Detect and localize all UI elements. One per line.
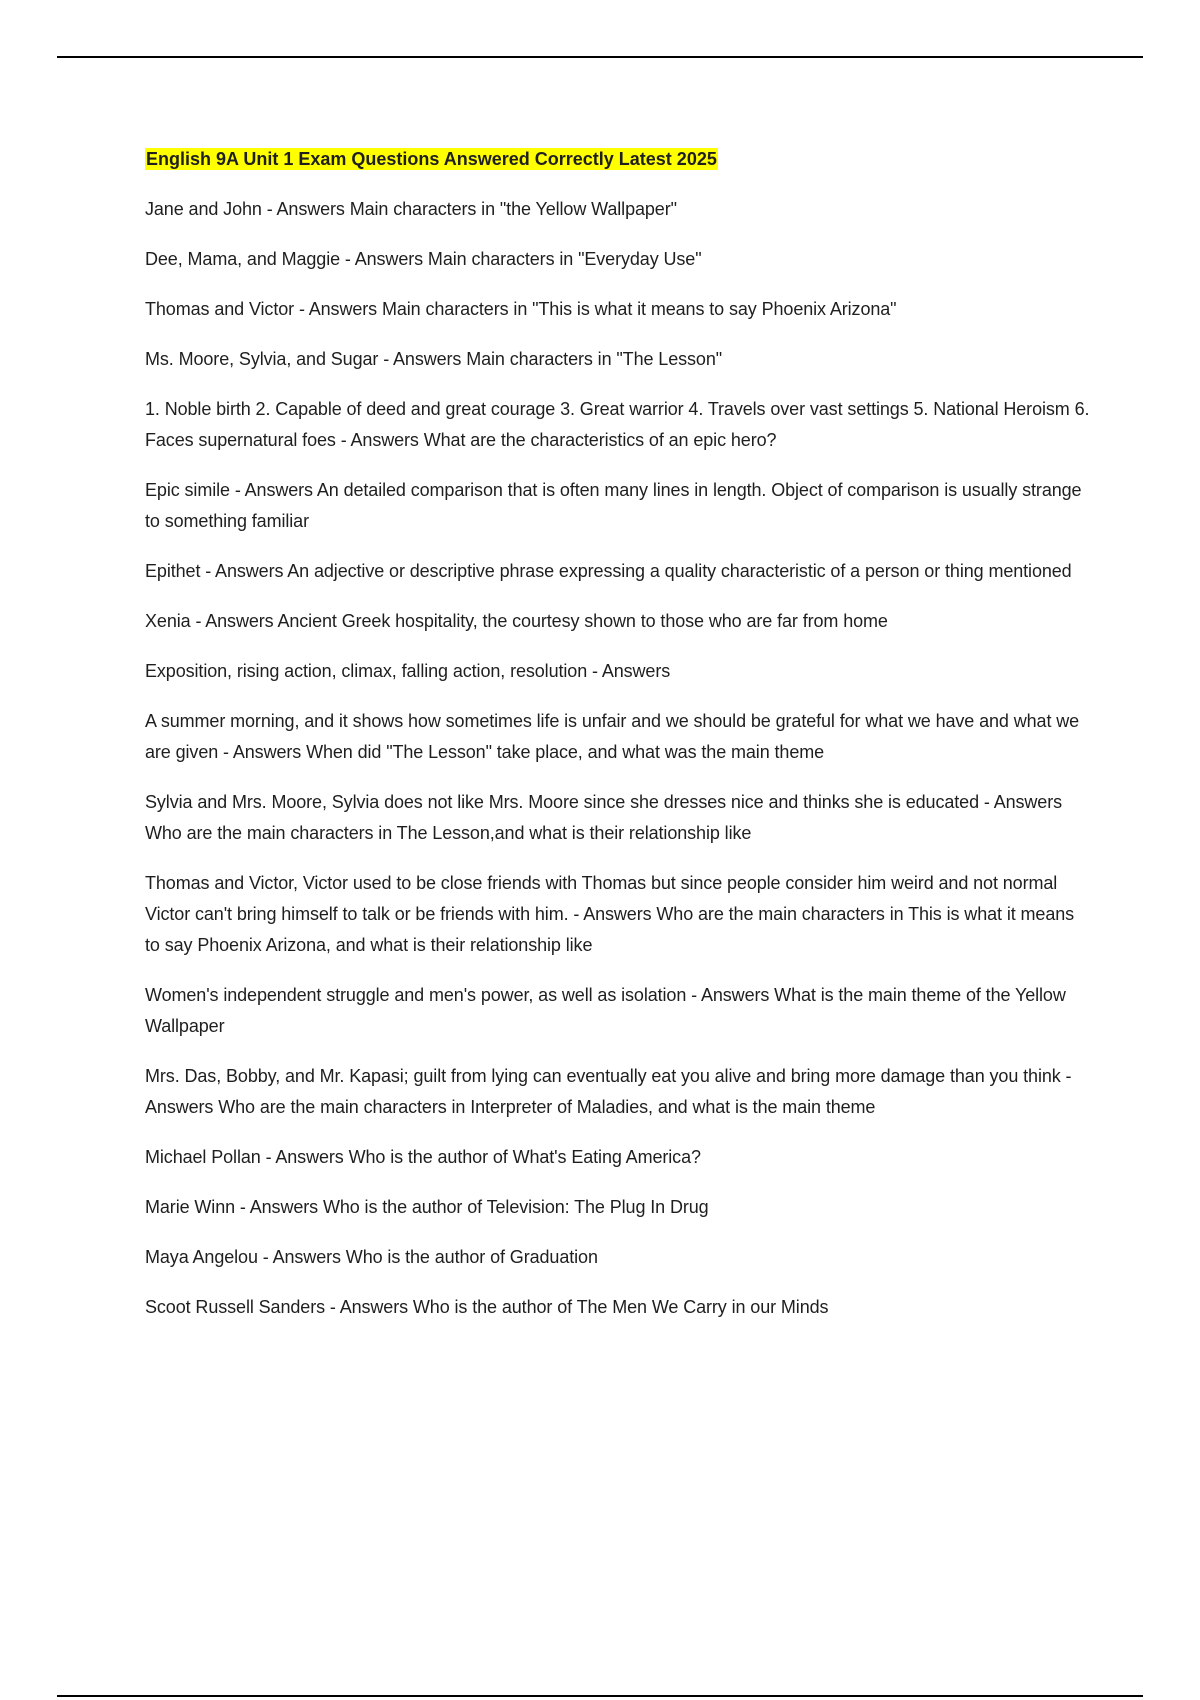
qa-entry: Exposition, rising action, climax, falling action, resolution - Answers <box>145 661 671 681</box>
qa-entry: Thomas and Victor, Victor used to be close friends with Thomas but since people consider him weird and not normal Victor can't bring himself to talk or be friends with him. - Answers Who are the main characters in This is what it means to say Phoenix Arizona, and what is their relationship like <box>145 873 1075 955</box>
qa-entry: Epithet - Answers An adjective or descriptive phrase expressing a quality characteristic of a person or thing mentioned <box>145 561 1072 581</box>
qa-entry: Michael Pollan - Answers Who is the author of What's Eating America? <box>145 1147 701 1167</box>
qa-entry: Marie Winn - Answers Who is the author of Television: The Plug In Drug <box>145 1197 709 1217</box>
header-rule <box>57 56 1143 58</box>
qa-list <box>145 194 1090 1323</box>
qa-entry: Ms. Moore, Sylvia, and Sugar - Answers Main characters in "The Lesson" <box>145 349 723 369</box>
qa-entry: Jane and John - Answers Main characters in "the Yellow Wallpaper" <box>145 199 677 219</box>
qa-entry: Mrs. Das, Bobby, and Mr. Kapasi; guilt from lying can eventually eat you alive and bring more damage than you think - Answers Who are the main characters in Interpreter of Maladies, and what is the main theme <box>145 1066 1072 1117</box>
document-title: English 9A Unit 1 Exam Questions Answered Correctly Latest 2025 <box>146 149 717 169</box>
qa-entry: Sylvia and Mrs. Moore, Sylvia does not like Mrs. Moore since she dresses nice and thinks she is educated - Answers Who are the main characters in The Lesson,and what is their relationship like <box>145 792 1063 843</box>
qa-entry: Dee, Mama, and Maggie - Answers Main characters in "Everyday Use" <box>145 249 702 269</box>
qa-entry: Xenia - Answers Ancient Greek hospitality, the courtesy shown to those who are far from home <box>145 611 888 631</box>
qa-entry: Maya Angelou - Answers Who is the author of Graduation <box>145 1247 598 1267</box>
qa-entry: Scoot Russell Sanders - Answers Who is the author of The Men We Carry in our Minds <box>145 1297 829 1317</box>
title-container <box>145 146 1090 173</box>
qa-entry: Thomas and Victor - Answers Main characters in "This is what it means to say Phoenix Arizona" <box>145 299 897 319</box>
qa-entry: 1. Noble birth 2. Capable of deed and great courage 3. Great warrior 4. Travels over vast settings 5. National Heroism 6. Faces supernatural foes - Answers What are the characteristics of an epic hero? <box>145 399 1090 450</box>
qa-entry: Women's independent struggle and men's power, as well as isolation - Answers What is the main theme of the Yellow Wallpaper <box>145 985 1066 1036</box>
footer-rule <box>57 1695 1143 1697</box>
qa-entry: A summer morning, and it shows how sometimes life is unfair and we should be grateful for what we have and what we are given - Answers When did "The Lesson" take place, and what was the main theme <box>145 711 1080 762</box>
qa-entry: Epic simile - Answers An detailed comparison that is often many lines in length. Object of comparison is usually strange to something familiar <box>145 480 1082 531</box>
document-body <box>145 146 1090 1342</box>
